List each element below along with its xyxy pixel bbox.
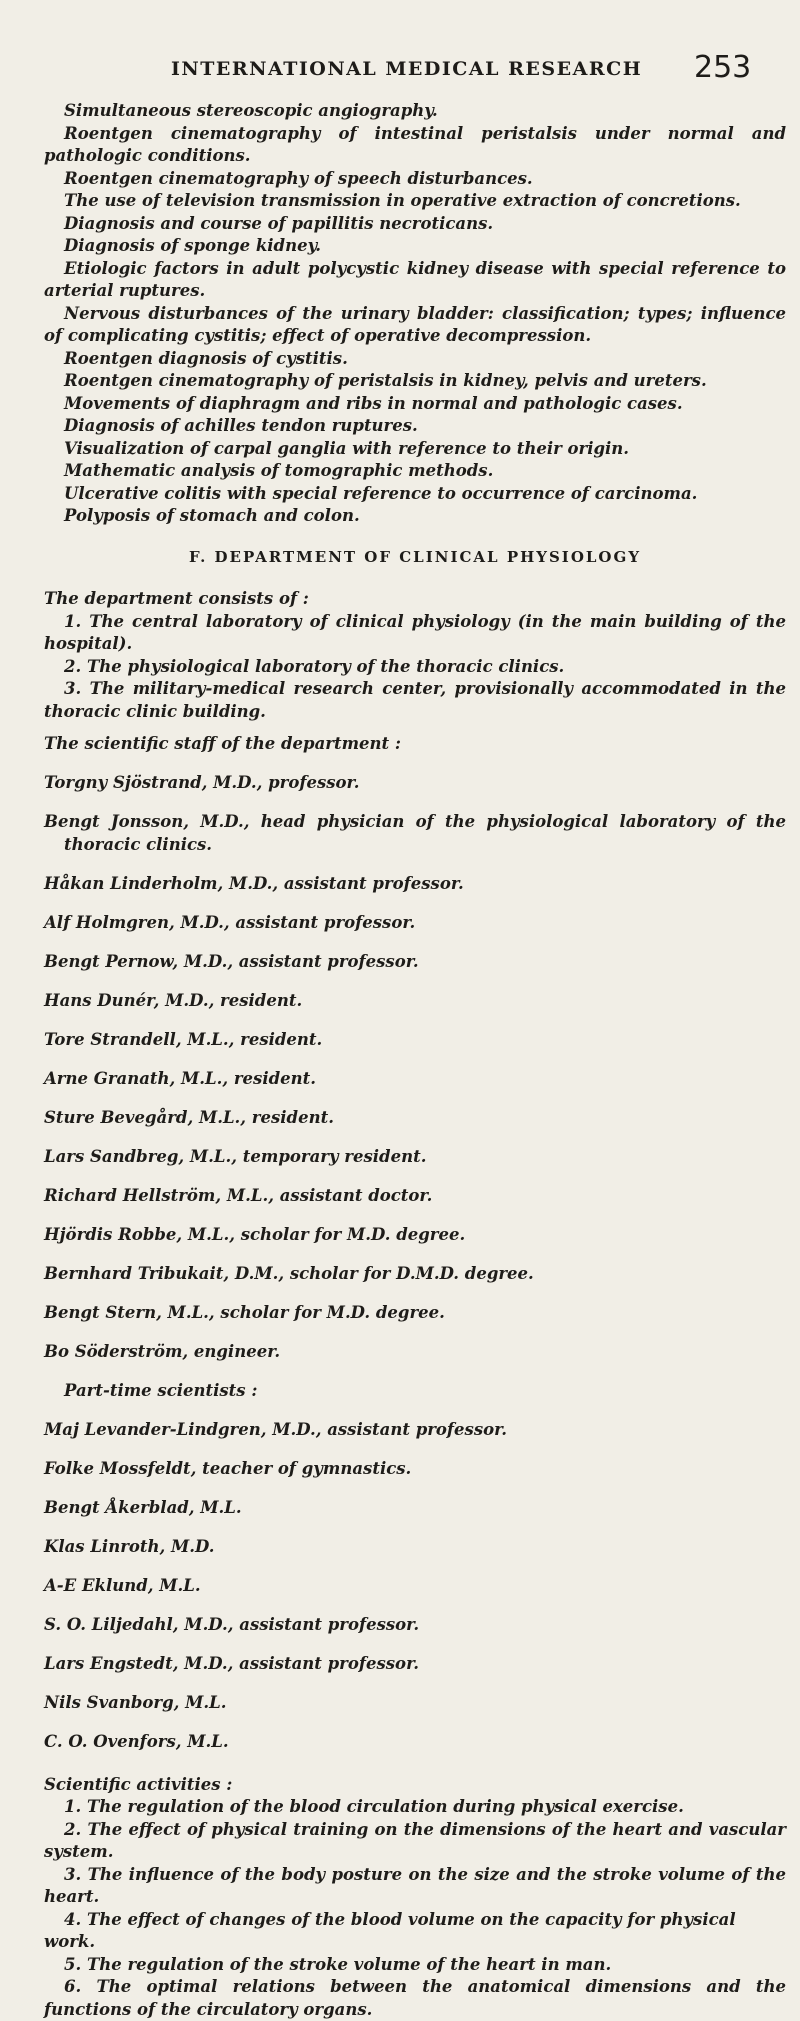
research-topic: Diagnosis of sponge kidney.	[44, 235, 786, 258]
part-time-member: C. O. Ovenfors, M.L.	[44, 1731, 786, 1754]
research-topic: Nervous disturbances of the urinary bladder: classification; types; influence of complicating cystitis; effect of operative decompression.	[44, 303, 786, 348]
activities-intro: Scientific activities :	[44, 1774, 786, 1797]
staff-member: Håkan Linderholm, M.D., assistant professor.	[44, 873, 786, 896]
staff-member: Richard Hellström, M.L., assistant doctor.	[44, 1185, 786, 1208]
staff-member: Bernhard Tribukait, D.M., scholar for D.M.D. degree.	[44, 1263, 786, 1286]
staff-member: Lars Sandbreg, M.L., temporary resident.	[44, 1146, 786, 1169]
running-head: INTERNATIONAL MEDICAL RESEARCH	[171, 58, 642, 80]
part-time-member: Maj Levander-Lindgren, M.D., assistant professor.	[44, 1419, 786, 1442]
research-topic: Diagnosis of achilles tendon ruptures.	[44, 415, 786, 438]
research-topic: Etiologic factors in adult polycystic kidney disease with special reference to arterial ruptures.	[44, 258, 786, 303]
research-topic: The use of television transmission in operative extraction of concretions.	[44, 190, 786, 213]
part-time-intro: Part-time scientists :	[44, 1380, 786, 1403]
research-topic: Movements of diaphragm and ribs in normal and pathologic cases.	[44, 393, 786, 416]
part-time-member: S. O. Liljedahl, M.D., assistant professor.	[44, 1614, 786, 1637]
staff-member: Tore Strandell, M.L., resident.	[44, 1029, 786, 1052]
staff-member: Sture Bevegård, M.L., resident.	[44, 1107, 786, 1130]
research-topic: Polyposis of stomach and colon.	[44, 505, 786, 528]
staff-member: Hjördis Robbe, M.L., scholar for M.D. degree.	[44, 1224, 786, 1247]
staff-member: Bo Söderström, engineer.	[44, 1341, 786, 1364]
department-unit: 1. The central laboratory of clinical physiology (in the main building of the hospital).	[44, 611, 786, 656]
staff-member: Hans Dunér, M.D., resident.	[44, 990, 786, 1013]
part-time-member: Bengt Åkerblad, M.L.	[44, 1497, 786, 1520]
part-time-member: Lars Engstedt, M.D., assistant professor.	[44, 1653, 786, 1676]
activity-item: 3. The influence of the body posture on the size and the stroke volume of the heart.	[44, 1864, 786, 1909]
research-topic: Simultaneous stereoscopic angiography.	[44, 100, 786, 123]
staff-member: Bengt Stern, M.L., scholar for M.D. degree.	[44, 1302, 786, 1325]
section-heading: F. DEPARTMENT OF CLINICAL PHYSIOLOGY	[44, 546, 786, 569]
department-unit: 3. The military-medical research center, provisionally accommodated in the thoracic clinic building.	[44, 678, 786, 723]
research-topic: Mathematic analysis of tomographic methods.	[44, 460, 786, 483]
research-topic: Roentgen cinematography of speech disturbances.	[44, 168, 786, 191]
part-time-member: Nils Svanborg, M.L.	[44, 1692, 786, 1715]
research-topic: Ulcerative colitis with special reference to occurrence of carcinoma.	[44, 483, 786, 506]
research-topic: Visualization of carpal ganglia with reference to their origin.	[44, 438, 786, 461]
scientific-activities	[44, 1774, 786, 2021]
research-topic: Roentgen diagnosis of cystitis.	[44, 348, 786, 371]
activity-item: 4. The effect of changes of the blood volume on the capacity for physical work.	[44, 1909, 786, 1954]
staff-member: Arne Granath, M.L., resident.	[44, 1068, 786, 1091]
research-topic: Roentgen cinematography of peristalsis in kidney, pelvis and ureters.	[44, 370, 786, 393]
activity-item: 5. The regulation of the stroke volume of the heart in man.	[44, 1954, 786, 1977]
staff-intro: The scientific staff of the department :	[44, 733, 786, 756]
staff-member: Alf Holmgren, M.D., assistant professor.	[44, 912, 786, 935]
research-topic: Roentgen cinematography of intestinal peristalsis under normal and pathologic conditions.	[44, 123, 786, 168]
staff-member: Torgny Sjöstrand, M.D., professor.	[44, 772, 786, 795]
staff-member: Bengt Pernow, M.D., assistant professor.	[44, 951, 786, 974]
page-body	[44, 100, 786, 2021]
part-time-member: A-E Eklund, M.L.	[44, 1575, 786, 1598]
department-unit: 2. The physiological laboratory of the thoracic clinics.	[44, 656, 786, 679]
activity-item: 2. The effect of physical training on the dimensions of the heart and vascular system.	[44, 1819, 786, 1864]
activity-item: 1. The regulation of the blood circulation during physical exercise.	[44, 1796, 786, 1819]
staff-member: Bengt Jonsson, M.D., head physician of the physiological laboratory of the thoracic clinics.	[44, 811, 786, 856]
page-number: 253	[694, 50, 751, 85]
department-intro: The department consists of :	[44, 588, 786, 611]
page-header	[0, 56, 800, 92]
part-time-member: Folke Mossfeldt, teacher of gymnastics.	[44, 1458, 786, 1481]
department-units	[44, 588, 786, 723]
staff-list	[44, 733, 786, 1753]
research-topic-list	[44, 100, 786, 528]
research-topic: Diagnosis and course of papillitis necroticans.	[44, 213, 786, 236]
activity-item: 6. The optimal relations between the anatomical dimensions and the functions of the circulatory organs.	[44, 1976, 786, 2021]
part-time-member: Klas Linroth, M.D.	[44, 1536, 786, 1559]
